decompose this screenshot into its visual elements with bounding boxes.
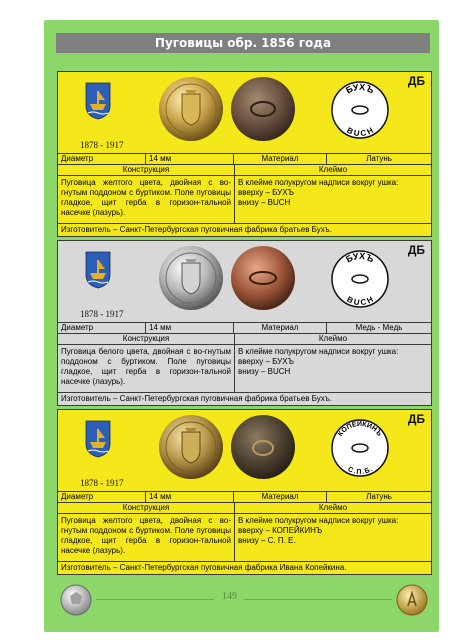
construction-header: Конструкция — [58, 334, 235, 344]
catalog-code: ДБ — [407, 412, 425, 426]
description-row — [58, 514, 431, 562]
material-value: Медь - Медь — [355, 323, 403, 332]
construction-text: Пуговица желтого цвета, двойная с во-гнутым поддоном с буртиком. Поле пуговицы гладкое, щит герба в горизон-тальной насечке (лазурь). — [58, 514, 235, 561]
construction-text: Пуговица белого цвета, двойная с во-гнутым поддоном с буртиком. Поле пуговицы гладкое, щит герба в горизон-тальной насечке (лазурь). — [58, 345, 235, 392]
section-header-row — [58, 334, 431, 345]
stamp-line: вверху – БУХЪ — [238, 188, 294, 197]
construction-header: Конструкция — [58, 165, 235, 175]
construction-header: Конструкция — [58, 503, 235, 513]
stamp-header: Клеймо — [318, 334, 348, 343]
coat-of-arms-icon — [85, 420, 111, 458]
stamp-line: внизу – С. П. Е. — [238, 536, 296, 545]
hallmark-stamp — [330, 249, 390, 309]
material-label: Материал — [234, 323, 327, 333]
stamp-line: В клейме полукругом надписи вокруг ушка: — [238, 178, 399, 187]
button-card-1 — [57, 71, 432, 237]
stamp-header: Клеймо — [318, 503, 348, 512]
card-image-area — [58, 241, 431, 323]
stamp-bottom-text: С.П.Б. — [346, 465, 374, 477]
card-image-area — [58, 72, 431, 154]
diameter-label: Диаметр — [58, 154, 146, 164]
page-number: 149 — [222, 591, 237, 602]
emblem-medal-left-icon — [60, 584, 92, 616]
section-header-row — [58, 165, 431, 176]
hallmark-stamp — [330, 418, 390, 478]
years-label: 1878 - 1917 — [80, 140, 124, 150]
coat-of-arms-icon — [85, 82, 111, 120]
stamp-line: внизу – BUCH — [238, 198, 291, 207]
footer-divider-left — [96, 599, 214, 600]
stamp-bottom-text: BUCH — [345, 125, 375, 139]
stamp-description — [235, 345, 431, 392]
button-face-image — [158, 245, 224, 311]
stamp-top-text: КОПЕЙКИНЪ — [337, 420, 383, 438]
manufacturer-text: Изготовитель – Санкт-Петербургская пуговичная фабрика Ивана Копейкина. — [61, 563, 347, 572]
manufacturer-text: Изготовитель – Санкт-Петербургская пуговичная фабрика братьев Бухъ. — [61, 225, 332, 234]
stamp-header: Клеймо — [318, 165, 348, 174]
construction-text: Пуговица желтого цвета, двойная с во-гнутым поддоном с буртиком. Поле пуговицы гладкое, щит герба в горизон-тальной насечке (лазурь). — [58, 176, 235, 223]
catalog-code: ДБ — [407, 243, 425, 257]
material-label: Материал — [234, 154, 327, 164]
spec-row — [58, 323, 431, 334]
stamp-line: В клейме полукругом надписи вокруг ушка: — [238, 516, 399, 525]
stamp-bottom-text: BUCH — [345, 294, 375, 308]
page-title: Пуговицы обр. 1856 года — [56, 33, 430, 53]
catalog-code: ДБ — [407, 74, 425, 88]
manufacturer-text: Изготовитель – Санкт-Петербургская пуговичная фабрика братьев Бухъ. — [61, 394, 332, 403]
spec-row — [58, 492, 431, 503]
material-value: Латунь — [366, 154, 392, 163]
stamp-line: В клейме полукругом надписи вокруг ушка: — [238, 347, 399, 356]
button-card-3 — [57, 409, 432, 575]
stamp-description — [235, 514, 431, 561]
material-value: Латунь — [366, 492, 392, 501]
emblem-medal-right-icon — [396, 584, 428, 616]
section-header-row — [58, 503, 431, 514]
diameter-value: 14 мм — [146, 154, 234, 164]
diameter-label: Диаметр — [58, 492, 146, 502]
stamp-line: вверху – КОПЕЙКИНЪ — [238, 526, 323, 535]
stamp-line: вверху – БУХЪ — [238, 357, 294, 366]
years-label: 1878 - 1917 — [80, 309, 124, 319]
button-back-image — [230, 245, 296, 311]
button-face-image — [158, 414, 224, 480]
hallmark-stamp — [330, 80, 390, 140]
description-row — [58, 176, 431, 224]
description-row — [58, 345, 431, 393]
button-back-image — [230, 414, 296, 480]
diameter-label: Диаметр — [58, 323, 146, 333]
footer-divider-right — [244, 599, 392, 600]
material-label: Материал — [234, 492, 327, 502]
diameter-value: 14 мм — [146, 492, 234, 502]
coat-of-arms-icon — [85, 251, 111, 289]
button-back-image — [230, 76, 296, 142]
stamp-top-text: БУХЪ — [344, 81, 376, 96]
spec-row — [58, 154, 431, 165]
card-image-area — [58, 410, 431, 492]
stamp-top-text: БУХЪ — [344, 250, 376, 265]
stamp-description — [235, 176, 431, 223]
button-face-image — [158, 76, 224, 142]
years-label: 1878 - 1917 — [80, 478, 124, 488]
diameter-value: 14 мм — [146, 323, 234, 333]
stamp-line: внизу – BUCH — [238, 367, 291, 376]
button-card-2 — [57, 240, 432, 406]
